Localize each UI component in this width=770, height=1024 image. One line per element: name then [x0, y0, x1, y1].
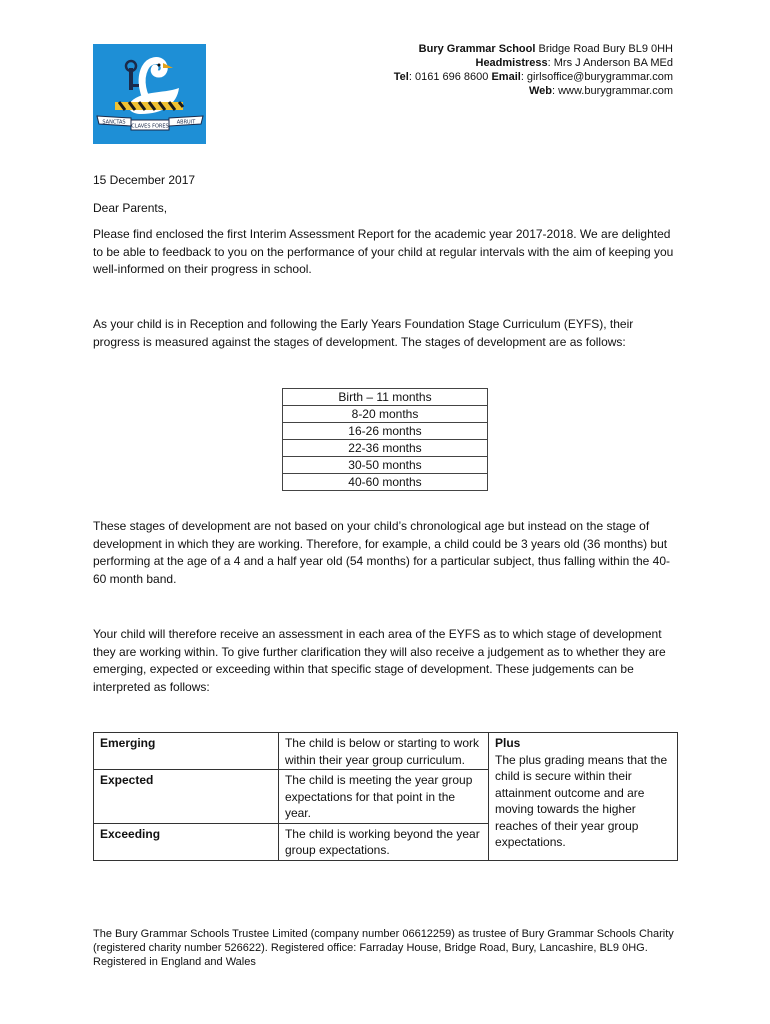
letterhead	[394, 42, 673, 98]
paragraph-chronological: These stages of development are not based on your child’s chronological age but instead on the stage of development in which they are working. Therefore, for example, a child could be 3 years old (36 months) but performing at the age of a 4 and a half year old (54 months) for a particular subject, thus falling within the 40-60 month band.	[93, 519, 670, 586]
paragraph-stages: As your child is in Reception and following the Early Years Foundation Stage Curriculum (EYFS), their progress is measured against the stages of development. The stages of development are as follows:	[93, 317, 634, 349]
footer-legal: The Bury Grammar Schools Trustee Limited (company number 06612259) as trustee of Bury Grammar Schools Charity (registered charity number 526622). Registered office: Farraday House, Bridge Road, Bury, Lancashire, BL9 0HG. Registered in England and Wales	[93, 928, 674, 968]
email-label: Email	[491, 71, 521, 83]
letter-date: 15 December 2017	[93, 173, 196, 187]
table-row	[283, 423, 488, 440]
plus-title: Plus	[495, 736, 521, 750]
letterhead-line-3	[394, 70, 673, 84]
table-row	[283, 389, 488, 406]
salutation: Dear Parents,	[93, 201, 168, 215]
stage-cell: 22-36 months	[283, 440, 488, 457]
table-row	[283, 474, 488, 491]
letterhead-line-1	[394, 42, 673, 56]
stage-cell: 8-20 months	[283, 406, 488, 423]
stage-cell: 40-60 months	[283, 474, 488, 491]
stage-cell: 30-50 months	[283, 457, 488, 474]
stages-table	[282, 388, 488, 491]
email-value: : girlsoffice@burygrammar.com	[520, 71, 673, 83]
tel-value: : 0161 696 8600	[408, 71, 489, 83]
table-row	[94, 733, 678, 770]
school-address: Bridge Road Bury BL9 0HH	[538, 43, 673, 55]
letterhead-line-2	[394, 56, 673, 70]
judgements-table	[93, 732, 678, 861]
motto-center: CLAVES FORES	[131, 123, 169, 130]
judgement-description: The child is meeting the year group expectations for that point in the year.	[278, 770, 488, 824]
web-value: : www.burygrammar.com	[551, 85, 673, 97]
plus-cell	[489, 733, 678, 861]
plus-text: The plus grading means that the child is secure within their attainment outcome and are moving towards the higher reaches of their year group expectations.	[495, 752, 668, 849]
headmistress-value: : Mrs J Anderson BA MEd	[547, 57, 673, 69]
stage-cell: Birth – 11 months	[283, 389, 488, 406]
judgement-label: Emerging	[94, 733, 279, 770]
paragraph-judgements: Your child will therefore receive an assessment in each area of the EYFS as to which stage of development they are working within. To give further clarification they will also receive a judgement as to whether they are emerging, expected or exceeding within that specific stage of development. These judgements can be interpreted as follows:	[93, 627, 666, 694]
motto-right: ABRUIT	[176, 119, 196, 126]
table-row	[283, 406, 488, 423]
judgement-description: The child is below or starting to work within their year group curriculum.	[278, 733, 488, 770]
tel-label: Tel	[393, 71, 409, 83]
table-row	[283, 457, 488, 474]
motto-left: SANCTAS	[102, 119, 126, 126]
school-logo	[93, 44, 206, 144]
web-label: Web	[528, 85, 552, 97]
stage-cell: 16-26 months	[283, 423, 488, 440]
school-name: Bury Grammar School	[418, 43, 536, 55]
judgement-label: Exceeding	[94, 823, 279, 860]
table-row	[283, 440, 488, 457]
headmistress-label: Headmistress	[475, 57, 548, 69]
paragraph-intro: Please find enclosed the first Interim Assessment Report for the academic year 2017-2018. We are delighted to be able to feedback to you on the performance of your child at regular intervals with the aim of keeping you well-informed on their progress in school.	[93, 227, 674, 276]
letterhead-line-4	[394, 84, 673, 98]
judgement-label: Expected	[94, 770, 279, 824]
swan-crest-icon	[93, 44, 206, 144]
judgement-description: The child is working beyond the year group expectations.	[278, 823, 488, 860]
